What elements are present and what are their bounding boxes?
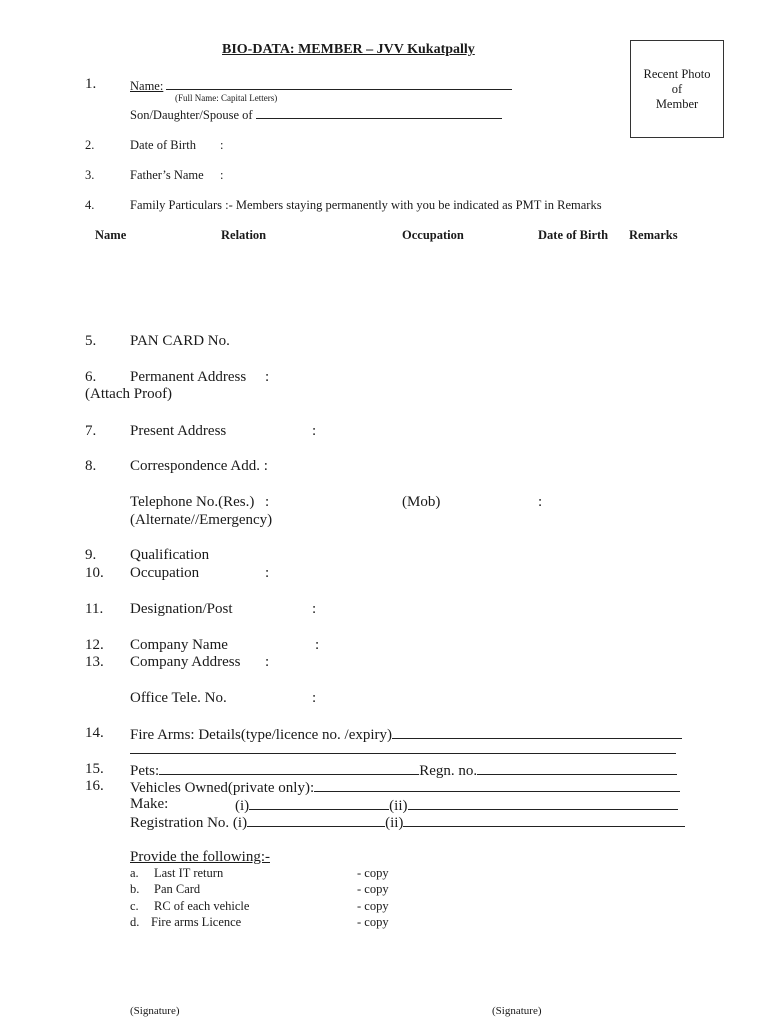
fire-arms-label: Fire Arms: Details(type/licence no. /expiry) <box>130 727 393 743</box>
permanent-address-label: Permanent Address <box>130 369 247 385</box>
company-name-colon: : <box>315 637 320 653</box>
pan-card-label: PAN CARD No. <box>130 333 230 349</box>
page-title: BIO-DATA: MEMBER – JVV Kukatpally <box>222 42 475 57</box>
family-col-name: Name <box>95 228 127 242</box>
office-tele-label: Office Tele. No. <box>130 690 227 706</box>
provide-item-label-b: Pan Card <box>154 882 201 896</box>
provide-item-suffix-a: - copy <box>357 866 389 880</box>
correspondence-address-label: Correspondence Add. : <box>130 458 268 474</box>
qualification-label: Qualification <box>130 547 210 563</box>
registration-label: Registration No. (i) <box>130 815 248 831</box>
item-number-6: 6. <box>85 369 97 385</box>
item-number-16: 16. <box>85 778 104 794</box>
occupation-label: Occupation <box>130 565 200 581</box>
office-tele-colon: : <box>312 690 317 706</box>
fire-arms-input-line-2[interactable] <box>130 740 676 754</box>
name-input-line[interactable] <box>166 76 512 90</box>
registration-i-input-line[interactable] <box>247 813 385 827</box>
pets-label: Pets: <box>130 763 160 779</box>
designation-label: Designation/Post <box>130 601 233 617</box>
item-number-2: 2. <box>85 138 95 152</box>
father-name-colon: : <box>220 168 224 182</box>
signature-left: (Signature) <box>130 1005 180 1017</box>
item-number-12: 12. <box>85 637 104 653</box>
item-number-8: 8. <box>85 458 97 474</box>
family-col-remarks: Remarks <box>629 228 678 242</box>
regn-input-line[interactable] <box>477 761 677 775</box>
signature-right: (Signature) <box>492 1005 542 1017</box>
regn-label: Regn. no. <box>419 763 478 779</box>
provide-item-letter-b: b. <box>130 882 140 896</box>
item-number-7: 7. <box>85 423 97 439</box>
vehicles-field[interactable] <box>130 778 680 797</box>
item-number-14: 14. <box>85 725 104 741</box>
photo-box-line-3: Member <box>655 96 699 111</box>
vehicles-label: Vehicles Owned(private only): <box>130 780 315 796</box>
item-number-15: 15. <box>85 761 104 777</box>
attach-proof-note: (Attach Proof) <box>85 386 173 402</box>
registration-ii-input-line[interactable] <box>403 813 685 827</box>
relation-input-line[interactable] <box>256 105 502 119</box>
item-number-10: 10. <box>85 565 104 581</box>
photo-box-line-2: of <box>671 81 683 96</box>
provide-item-suffix-b: - copy <box>357 882 389 896</box>
provide-item-suffix-d: - copy <box>357 915 389 929</box>
present-address-label: Present Address <box>130 423 227 439</box>
make-i-input-line[interactable] <box>249 796 389 810</box>
family-col-dob: Date of Birth <box>538 228 609 242</box>
name-field[interactable] <box>130 76 512 94</box>
item-number-11: 11. <box>85 601 104 617</box>
present-address-colon: : <box>312 423 317 439</box>
dob-colon: : <box>220 138 224 152</box>
provide-item-label-c: RC of each vehicle <box>154 899 250 913</box>
make-label: Make: <box>130 796 169 812</box>
provide-item-letter-d: d. <box>130 915 140 929</box>
vehicles-input-line[interactable] <box>314 778 680 792</box>
make-ii-label: (ii) <box>389 798 408 814</box>
make-i-label: (i) <box>235 798 250 814</box>
designation-colon: : <box>312 601 317 617</box>
family-particulars-label: Family Particulars :- Members staying permanently with you be indicated as PMT in Remarks <box>130 198 602 212</box>
father-name-label: Father’s Name <box>130 168 204 182</box>
occupation-colon: : <box>265 565 270 581</box>
family-col-occupation: Occupation <box>402 228 464 242</box>
provide-item-letter-a: a. <box>130 866 139 880</box>
provide-item-label-a: Last IT return <box>154 866 224 880</box>
company-address-colon: : <box>265 654 270 670</box>
registration-ii-label: (ii) <box>385 815 404 831</box>
permanent-address-colon: : <box>265 369 270 385</box>
item-number-3: 3. <box>85 168 95 182</box>
alternate-emergency-label: (Alternate//Emergency) <box>130 512 273 528</box>
fire-arms-input-line[interactable] <box>392 725 682 739</box>
company-address-label: Company Address <box>130 654 241 670</box>
relation-field[interactable] <box>130 105 502 123</box>
family-col-relation: Relation <box>221 228 267 242</box>
make-ii-input-line[interactable] <box>408 796 678 810</box>
photo-box-line-1: Recent Photo <box>643 66 711 81</box>
mobile-label: (Mob) <box>402 494 441 510</box>
photo-placeholder-box <box>630 40 724 138</box>
provide-heading: Provide the following:- <box>130 849 270 865</box>
registration-field[interactable] <box>130 813 685 832</box>
name-hint: (Full Name: Capital Letters) <box>175 93 278 103</box>
mobile-colon: : <box>538 494 543 510</box>
item-number-9: 9. <box>85 547 97 563</box>
relation-label: Son/Daughter/Spouse of <box>130 108 253 122</box>
provide-item-suffix-c: - copy <box>357 899 389 913</box>
item-number-4: 4. <box>85 198 95 212</box>
pets-input-line[interactable] <box>159 761 419 775</box>
item-number-5: 5. <box>85 333 97 349</box>
name-label: Name: <box>130 79 164 93</box>
company-name-label: Company Name <box>130 637 228 653</box>
item-number-13: 13. <box>85 654 104 670</box>
telephone-res-label: Telephone No.(Res.) <box>130 494 255 510</box>
item-number-1: 1. <box>85 76 97 92</box>
dob-label: Date of Birth <box>130 138 196 152</box>
telephone-res-colon: : <box>265 494 270 510</box>
provide-item-letter-c: c. <box>130 899 139 913</box>
provide-item-label-d: Fire arms Licence <box>151 915 242 929</box>
